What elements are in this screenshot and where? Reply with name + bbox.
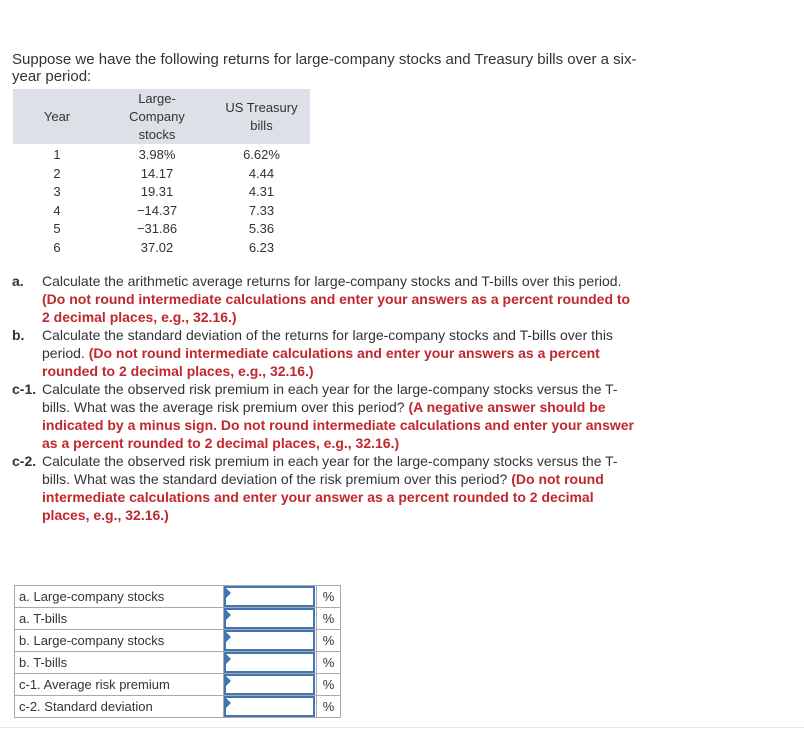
question-label: c-1. (12, 381, 37, 397)
answer-input-wrap (224, 608, 316, 629)
answer-prefix: c-2. (19, 699, 41, 714)
header-tb-line-1: US Treasury (225, 99, 298, 115)
cell-large-company: 19.31 (140, 184, 174, 199)
answer-label-text: Average risk premium (43, 677, 170, 692)
percent-unit: % (317, 630, 341, 652)
cell-large-company: 3.98% (138, 147, 176, 162)
answer-row-b-stocks (15, 630, 341, 652)
question-text: Calculate the observed risk premium in each year for the large-company stocks versus the T-bills. What was the standard deviation of the risk premium over this period? (42, 453, 618, 487)
answer-input-b-tbills[interactable] (224, 652, 315, 673)
answer-label (15, 630, 224, 652)
question-instruction: (Do not round intermediate calculations and enter your answers as a percent rounded to 2 decimal places, e.g., 32.16.) (42, 291, 631, 325)
answer-input-wrap (224, 674, 316, 695)
percent-unit: % (317, 674, 341, 696)
answer-input-cell (224, 674, 317, 696)
returns-table-header (13, 89, 310, 144)
cell-large-company: 37.02 (140, 239, 174, 255)
question-body (42, 452, 636, 524)
cell-large-company: −14.37 (136, 202, 178, 218)
answer-label-text: Large-company stocks (33, 633, 165, 648)
answer-input-wrap (224, 652, 316, 673)
header-large-company-stocks (101, 89, 213, 144)
table-row (13, 202, 310, 221)
answer-label (15, 652, 224, 674)
cell-treasury: 4.31 (248, 184, 275, 199)
question-label: c-2. (12, 453, 37, 469)
answer-input-c2[interactable] (224, 696, 315, 717)
percent-unit: % (317, 652, 341, 674)
answer-input-cell (224, 630, 317, 652)
question-instruction: (A negative answer should be indicated by a minus sign. Do not round intermediate calculations and enter your answer as a percent rounded to 2 decimal places, e.g., 32.16.) (42, 399, 634, 451)
question-c2 (12, 452, 636, 524)
cell-year: 3 (53, 184, 61, 199)
answer-label (15, 608, 224, 630)
header-year: Year (13, 89, 101, 144)
answer-label (15, 696, 224, 718)
answer-table (14, 585, 341, 718)
question-body (42, 272, 636, 326)
footer-divider (0, 727, 804, 728)
answer-prefix: b. (19, 633, 30, 648)
answer-prefix: b. (19, 655, 30, 670)
question-body (42, 380, 636, 452)
cell-year: 5 (53, 221, 61, 236)
question-c1 (12, 380, 636, 452)
answer-input-wrap (224, 630, 316, 651)
answer-input-cell (224, 608, 317, 630)
returns-table (13, 89, 310, 257)
question-label: a. (12, 273, 24, 289)
answer-label-text: Standard deviation (44, 699, 153, 714)
answer-prefix: a. (19, 589, 30, 604)
percent-unit: % (317, 608, 341, 630)
cell-treasury: 4.44 (248, 165, 275, 181)
header-tb-line-2: bills (250, 117, 273, 133)
answer-input-a-stocks[interactable] (224, 586, 315, 607)
header-lc-line-2: Company (129, 108, 185, 124)
answer-row-b-tbills (15, 652, 341, 674)
answer-input-cell (224, 696, 317, 718)
table-row (13, 239, 310, 258)
cell-treasury: 6.62% (243, 147, 280, 162)
header-lc-line-1: Large- (138, 90, 176, 106)
question-label: b. (12, 327, 25, 343)
table-row (13, 165, 310, 184)
answer-label (15, 674, 224, 696)
question-body (42, 326, 636, 380)
question-instruction: (Do not round intermediate calculations and enter your answer as a percent rounded to 2 decimal places, e.g., 32.16.) (42, 471, 604, 523)
table-row (13, 183, 310, 202)
question-instruction: (Do not round intermediate calculations and enter your answers as a percent rounded to 2 decimal places, e.g., 32.16.) (42, 345, 600, 379)
answer-row-a-tbills (15, 608, 341, 630)
cell-year: 2 (53, 165, 61, 181)
cell-treasury: 6.23 (248, 239, 275, 255)
question-text: Calculate the standard deviation of the returns for large-company stocks and T-bills over this period. (42, 327, 613, 361)
problem-intro: Suppose we have the following returns for large-company stocks and Treasury bills over a six-year period: (12, 51, 637, 85)
answer-label-text: Large-company stocks (33, 589, 165, 604)
answer-input-wrap (224, 696, 316, 717)
answer-prefix: a. (19, 611, 30, 626)
answer-input-a-tbills[interactable] (224, 608, 315, 629)
question-text: Calculate the observed risk premium in each year for the large-company stocks versus the T-bills. What was the average risk premium over this period? (42, 381, 618, 415)
answer-input-cell (224, 586, 317, 608)
cell-year: 4 (53, 202, 61, 218)
cell-large-company: 14.17 (140, 165, 174, 181)
question-b (12, 326, 636, 380)
answer-row-c2 (15, 696, 341, 718)
cell-year: 6 (53, 239, 61, 255)
question-list (12, 272, 636, 524)
answer-row-c1 (15, 674, 341, 696)
cell-treasury: 5.36 (248, 221, 275, 236)
answer-label (15, 586, 224, 608)
table-row (13, 220, 310, 239)
question-text: Calculate the arithmetic average returns for large-company stocks and T-bills over this period. (42, 273, 622, 289)
percent-unit: % (317, 696, 341, 718)
table-row (13, 144, 310, 165)
header-lc-line-3: stocks (138, 126, 176, 142)
answer-input-cell (224, 652, 317, 674)
answer-input-wrap (224, 586, 316, 607)
cell-year: 1 (53, 147, 61, 162)
answer-label-text: T-bills (33, 611, 68, 626)
question-a (12, 272, 636, 326)
header-treasury-bills (213, 89, 310, 144)
answer-input-b-stocks[interactable] (224, 630, 315, 651)
answer-prefix: c-1. (19, 677, 41, 692)
cell-large-company: −31.86 (136, 221, 178, 236)
cell-treasury: 7.33 (248, 202, 275, 218)
answer-input-c1[interactable] (224, 674, 315, 695)
percent-unit: % (317, 586, 341, 608)
answer-label-text: T-bills (33, 655, 68, 670)
answer-row-a-stocks (15, 586, 341, 608)
